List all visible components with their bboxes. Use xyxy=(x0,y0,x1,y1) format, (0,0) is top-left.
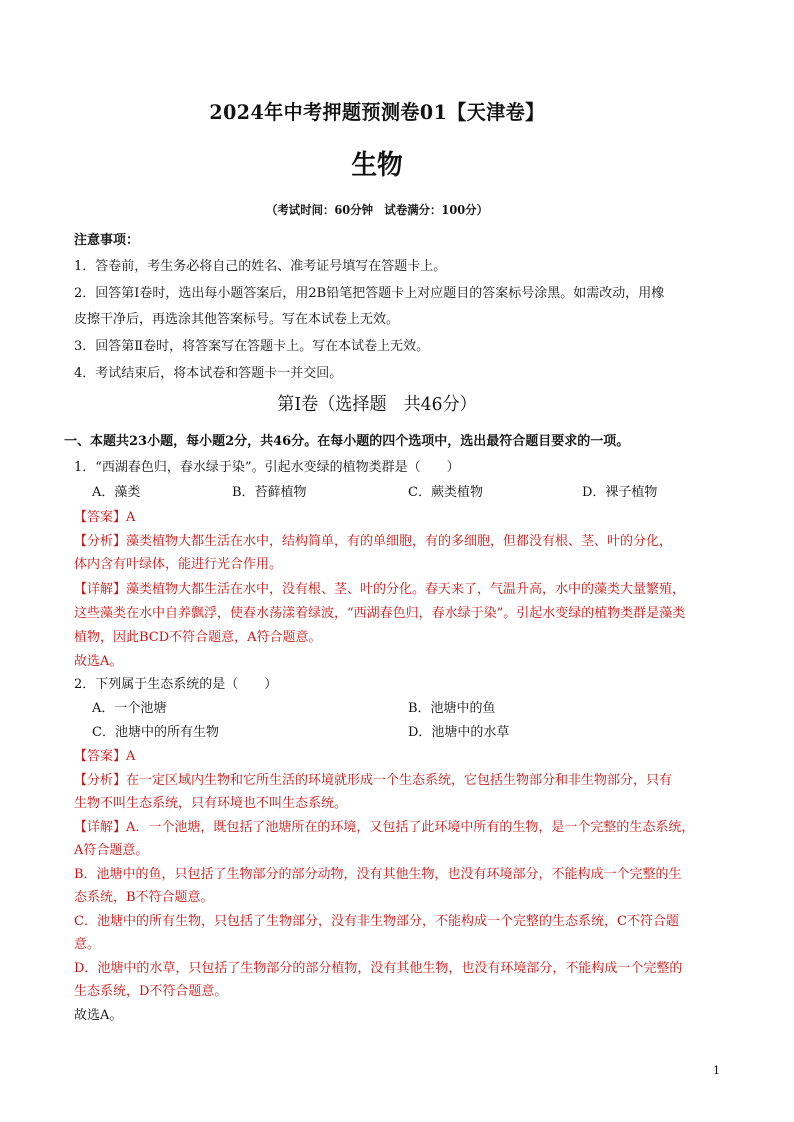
question-1-option-a: A．藻类 xyxy=(92,485,141,500)
question-1-analysis: 体内含有叶绿体，能进行光合作用。 xyxy=(74,557,283,572)
question-2-analysis: 【分析】在一定区域内生物和它所生活的环境就形成一个生态系统，它包括生物部分和非生物部分，只有 xyxy=(74,773,673,788)
question-1-option-c: C．蕨类植物 xyxy=(408,485,483,500)
notice-line: 2．回答第Ⅰ卷时，选出每小题答案后，用2B铅笔把答题卡上对应题目的答案标号涂黑。如需改动，用橡 xyxy=(74,286,665,301)
exam-info: （考试时间：60分钟 试卷满分：100分） xyxy=(266,203,488,217)
question-1-analysis: 【分析】藻类植物大都生活在水中，结构简单，有的单细胞，有的多细胞，但都没有根、茎、叶的分化， xyxy=(74,534,673,549)
question-2-detail: 意。 xyxy=(74,937,101,952)
notice-line: 3．回答第Ⅱ卷时，将答案写在答题卡上。写在本试卷上无效。 xyxy=(74,339,430,354)
question-1-stem: 1．“西湖春色归，春水绿于染”。引起水变绿的植物类群是（ ） xyxy=(74,460,460,475)
question-1-conclusion: 故选A。 xyxy=(74,654,123,669)
question-2-detail: B．池塘中的鱼，只包括了生物部分的部分动物，没有其他生物，也没有环境部分，不能构成一个完整的生 xyxy=(74,867,682,882)
part-instructions: 一、本题共23小题，每小题2分，共46分。在每小题的四个选项中，选出最符合题目要求的一项。 xyxy=(64,434,630,449)
question-1-detail: 这些藻类在水中自养飘浮，使春水荡漾着绿波，“西湖春色归，春水绿于染”。引起水变绿的植物类群是藻类 xyxy=(74,606,686,621)
notice-heading: 注意事项： xyxy=(74,233,140,248)
question-2-stem: 2．下列属于生态系统的是（ ） xyxy=(74,677,278,692)
question-2-option-b: B．池塘中的鱼 xyxy=(408,701,496,716)
question-1-answer: 【答案】A xyxy=(74,510,136,525)
notice-line: 皮擦干净后，再选涂其他答案标号。写在本试卷上无效。 xyxy=(74,312,400,327)
question-1-detail: 植物，因此BCD不符合题意，A符合题意。 xyxy=(74,630,322,645)
section-heading: 第Ⅰ卷（选择题 共46分） xyxy=(277,394,477,415)
question-2-option-d: D．池塘中的水草 xyxy=(408,725,510,740)
question-2-option-c: C．池塘中的所有生物 xyxy=(92,725,219,740)
question-2-option-a: A．一个池塘 xyxy=(92,701,167,716)
question-2-detail: 态系统，B不符合题意。 xyxy=(74,890,214,905)
notice-line: 4．考试结束后，将本试卷和答题卡一并交回。 xyxy=(74,366,343,381)
question-2-detail: A符合题意。 xyxy=(74,843,149,858)
question-2-detail: 生态系统，D不符合题意。 xyxy=(74,984,228,999)
question-1-option-d: D．裸子植物 xyxy=(582,485,658,500)
notice-line: 1．答卷前，考生务必将自己的姓名、准考证号填写在答题卡上。 xyxy=(74,259,447,274)
question-2-answer: 【答案】A xyxy=(74,749,136,764)
subject-title: 生物 xyxy=(351,150,403,181)
page-number: 1 xyxy=(713,1064,720,1077)
question-2-detail: 【详解】A．一个池塘，既包括了池塘所在的环境，又包括了此环境中所有的生物，是一个完整的生态系统， xyxy=(74,820,695,835)
question-2-analysis: 生物不叫生态系统，只有环境也不叫生态系统。 xyxy=(74,796,348,811)
question-2-conclusion: 故选A。 xyxy=(74,1008,123,1023)
question-1-option-b: B．苔藓植物 xyxy=(232,485,307,500)
question-2-detail: C．池塘中的所有生物，只包括了生物部分，没有非生物部分，不能构成一个完整的生态系统，C不符合题 xyxy=(74,914,679,929)
document-title: 2024年中考押题预测卷01【天津卷】 xyxy=(209,100,545,124)
question-1-detail: 【详解】藻类植物大都生活在水中，没有根、茎、叶的分化。春天来了，气温升高，水中的藻类大量繁殖， xyxy=(74,582,686,597)
question-2-detail: D．池塘中的水草，只包括了生物部分的部分植物，没有其他生物，也没有环境部分，不能构成一个完整的 xyxy=(74,961,683,976)
